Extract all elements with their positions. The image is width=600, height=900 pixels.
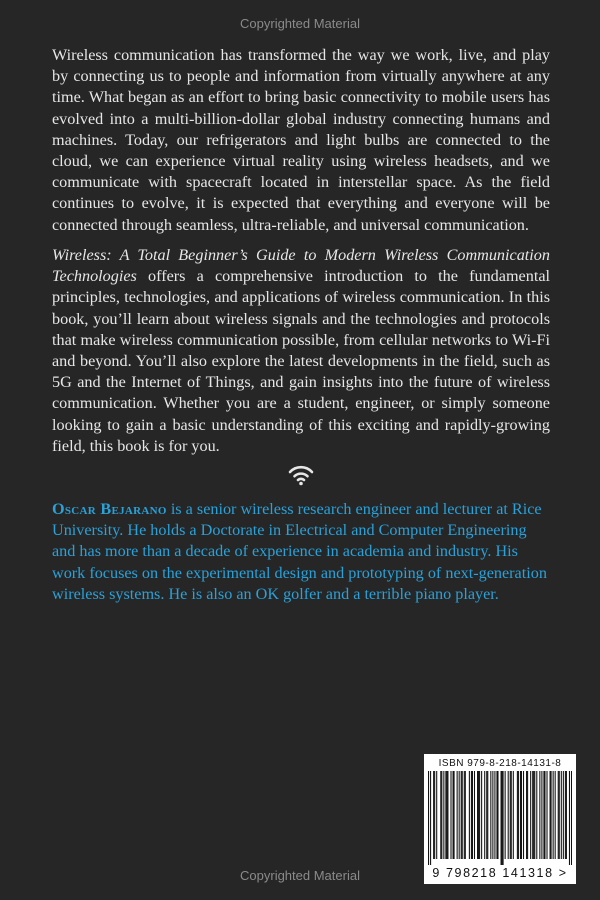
barcode-bar [428, 771, 429, 865]
isbn-barcode [424, 754, 576, 884]
barcode-bar [481, 771, 482, 859]
barcode-bar [469, 771, 470, 859]
barcode-bar [486, 771, 487, 859]
barcode-bar [508, 771, 509, 859]
intro-paragraph: Wireless communication has transformed the way we work, live, and play by connecting us to people and information from virtually anywhere at any time. What began as an effort to bring basic connectivity to mobile users has evolved into a multi-billion-dollar global industry connecting humans and machines. Today, our refrigerators and light bulbs are connected to the cloud, we can experience virtual reality using wireless headsets, and we communicate with spacecraft located in interstellar space. As the field continues to evolve, it is expected that everything and everyone will be connected through seamless, ultra-reliable, and universal communication. [52, 46, 550, 234]
barcode-bar [462, 771, 463, 859]
barcode-bar [505, 771, 506, 859]
barcode-bar [443, 771, 444, 859]
isbn-label: ISBN 979-8-218-14131-8 [438, 758, 562, 769]
barcode-bar [472, 771, 473, 859]
description-text: offers a comprehensive introduction to the fundamental principles, technologies, and applications of wireless communication. In this book, you’ll learn about wireless signals and the technologies and protocols that make wireless communication possible, from cellular networks to Wi-Fi and beyond. You’ll also explore the latest developments in the field, such as 5G and the Internet of Things, and gain insights into the future of wireless communication. Whether you are a student, engineer, or simply someone looking to gain a basic understanding of this exciting and rapidly-growing field, this book is for you. [52, 267, 550, 455]
barcode-bar [563, 771, 564, 859]
barcode-bar [511, 771, 512, 859]
barcode-bar [436, 771, 437, 859]
barcode-bar [445, 771, 446, 859]
barcode-bar [539, 771, 540, 859]
barcode-bar [561, 771, 562, 859]
barcode-bar [434, 771, 435, 859]
barcode-bar [484, 771, 485, 859]
barcode-bar [453, 771, 454, 859]
barcode-bars [428, 771, 572, 865]
barcode-bar [464, 771, 465, 859]
barcode-bar [553, 771, 554, 859]
barcode-bar [471, 771, 472, 859]
barcode-bar [450, 771, 451, 859]
barcode-bar [461, 771, 462, 859]
barcode-bar [546, 771, 547, 859]
barcode-bar [571, 771, 572, 865]
barcode-bar [490, 771, 491, 859]
barcode-bar [465, 771, 466, 859]
barcode-bar [433, 771, 434, 859]
barcode-bar [430, 771, 431, 865]
barcode-bar [544, 771, 545, 859]
barcode-bar [492, 771, 493, 859]
copyright-watermark-bottom: Copyrighted Material [240, 868, 360, 883]
barcode-bar [527, 771, 528, 859]
barcode-bar [447, 771, 448, 859]
barcode-bar [513, 771, 514, 859]
barcode-bar [520, 771, 521, 859]
barcode-bar [494, 771, 495, 859]
barcode-bar [536, 771, 537, 859]
barcode-bar [474, 771, 475, 859]
barcode-bar [502, 771, 503, 865]
barcode-bar [441, 771, 442, 859]
barcode-number: 9 798218 141318 > [432, 866, 568, 880]
barcode-bar [532, 771, 533, 859]
barcode-bar [518, 771, 519, 859]
barcode-bar [510, 771, 511, 859]
barcode-bar [534, 771, 535, 859]
barcode-bar [459, 771, 460, 859]
barcode-bar [446, 771, 447, 859]
wifi-icon [288, 464, 314, 486]
barcode-bar [479, 771, 480, 859]
author-bio [52, 499, 550, 605]
description-paragraph [52, 245, 550, 457]
author-bio-text: is a senior wireless research engineer and lecturer at Rice University. He holds a Doctorate in Electrical and Computer Engineering and has more than a decade of experience in academia and industry. His work focuses on the experimental design and prototyping of next-generation wireless systems. He is also an OK golfer and a terrible piano player. [52, 500, 547, 603]
barcode-bar [457, 771, 458, 859]
barcode-bar [477, 771, 478, 859]
barcode-bar [550, 771, 551, 859]
barcode-bar [555, 771, 556, 859]
barcode-bar [523, 771, 524, 859]
barcode-bar [478, 771, 479, 859]
book-title: Wireless: A Total Beginner’s Guide to Modern Wireless Communication Technologies [52, 246, 550, 286]
barcode-bar [551, 771, 552, 859]
barcode-bar [454, 771, 455, 859]
barcode-bar [496, 771, 497, 859]
barcode-bar [503, 771, 504, 865]
barcode-bar [533, 771, 534, 859]
barcode-bar [440, 771, 441, 859]
barcode-bar [558, 771, 559, 859]
barcode-bar [569, 771, 570, 865]
copyright-watermark-top: Copyrighted Material [240, 16, 360, 31]
barcode-bar [521, 771, 522, 859]
barcode-bar [559, 771, 560, 859]
barcode-bar [565, 771, 566, 859]
barcode-bar [541, 771, 542, 859]
barcode-bar [517, 771, 518, 859]
barcode-bar [497, 771, 498, 859]
author-name: Oscar Bejarano [52, 500, 167, 518]
barcode-bar [526, 771, 527, 859]
barcode-bar [530, 771, 531, 859]
barcode-bar [487, 771, 488, 859]
barcode-bar [543, 771, 544, 859]
barcode-bar [501, 771, 502, 865]
barcode-bar [566, 771, 567, 859]
